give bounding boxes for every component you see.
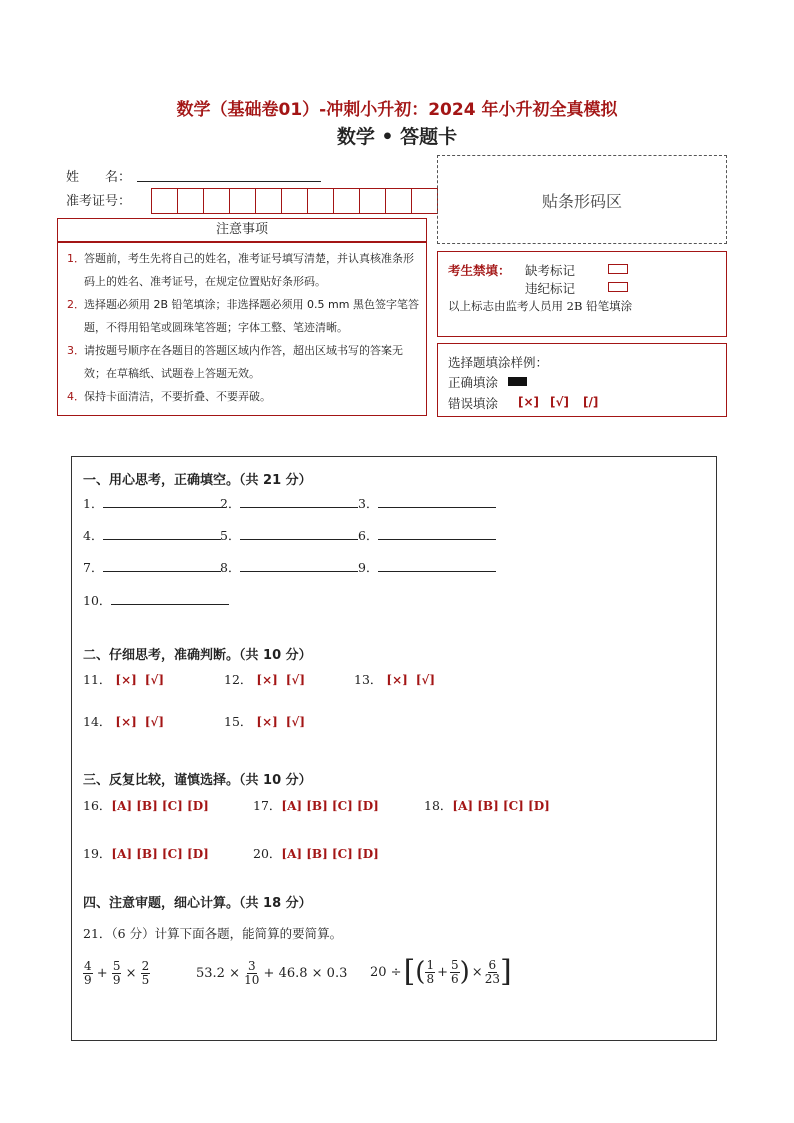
expr-text: + 46.8 × 0.3 [263,966,348,981]
name-label: 姓 名： [66,170,132,185]
id-box[interactable] [203,188,230,214]
left-paren: ( [415,957,426,987]
notice-text: 请按题号顺序在各题目的答题区域内作答，超出区域书写的答案无效；在草稿纸、试题卷上答题无效。 [84,344,403,380]
section-2-title: 二、仔细思考，准确判断。（共 10 分） [83,648,312,663]
barcode-area [437,155,727,244]
fill-question [83,558,221,576]
ban-note: 以上标志由监考人员用 2B 铅笔填涂 [448,299,633,313]
denominator: 6 [451,971,459,986]
wrong-option[interactable]: [×] [256,715,278,729]
q-num: 15． [224,714,253,729]
right-option[interactable]: [√] [285,715,306,729]
fraction [83,960,93,987]
fill-question [220,494,358,512]
judge-question [224,712,305,730]
notice-num: 4． [67,390,85,403]
numerator: 6 [488,957,497,972]
denominator: 9 [112,973,121,987]
violation-mark-box[interactable] [608,282,628,292]
fraction [485,959,500,986]
notice-text: 选择题必须用 2B 铅笔填涂；非选择题必须用 0.5 mm 黑色签字笔答题，不得用铅笔或圆珠笔答题；字体工整、笔迹清晰。 [84,298,419,334]
choice-options[interactable]: [A] [B] [C] [D] [281,847,379,861]
choice-question [424,796,550,814]
violation-mark-label: 违纪标记 [525,281,576,296]
operator: × [471,964,483,980]
q-num: 10． [83,593,112,608]
notice-title: 注意事项 [57,218,427,242]
expression-3 [370,954,512,989]
id-number-boxes[interactable] [151,188,437,214]
correct-fill-label: 正确填涂 [448,375,499,390]
sample-title: 选择题填涂样例： [448,355,549,370]
answer-blank[interactable] [240,527,358,540]
answer-sheet-subtitle: 数学 • 答题卡 [336,126,458,148]
wrong-mark: [√] [550,395,569,409]
id-box[interactable] [151,188,178,214]
name-field[interactable] [137,181,321,182]
wrong-fill-label: 错误填涂 [448,396,499,411]
answer-blank[interactable] [240,559,358,572]
answer-blank[interactable] [103,559,221,572]
fraction [425,959,435,986]
notice-num: 3． [67,344,85,357]
fill-question [83,591,229,609]
judge-question [83,712,164,730]
denominator: 10 [244,973,260,987]
notice-item [64,247,420,293]
q-num: 4． [83,528,104,543]
absent-mark-box[interactable] [608,264,628,274]
denominator: 5 [141,973,150,987]
barcode-label: 贴条形码区 [541,192,622,211]
section-3-title: 三、反复比较，谨慎选择。（共 10 分） [83,773,312,788]
notice-num: 2． [67,298,85,311]
q-num: 17． [253,798,282,813]
answer-blank[interactable] [240,495,358,508]
denominator: 23 [484,971,500,986]
choice-question [83,796,209,814]
fill-question [83,494,221,512]
q-num: 1． [83,496,104,511]
wrong-option[interactable]: [×] [256,673,278,687]
right-bracket: ] [499,954,512,989]
fraction [244,960,259,987]
notice-body [57,242,427,416]
notice-text: 答题前，考生先将自己的姓名，准考证号填写清楚，并认真核准条形码上的姓名、准考证号，在规定位置贴好条形码。 [84,252,414,288]
operator: × [125,966,137,981]
choice-options[interactable]: [A] [B] [C] [D] [111,799,209,813]
right-option[interactable]: [√] [144,715,165,729]
wrong-mark: [×] [518,395,540,409]
numerator: 5 [112,959,121,973]
q-num: 18． [424,798,453,813]
numerator: 5 [451,957,459,972]
fill-question [358,494,496,512]
fill-question [83,526,221,544]
numerator: 2 [141,959,150,973]
id-box[interactable] [307,188,334,214]
id-box[interactable] [333,188,360,214]
expression-2 [196,960,347,987]
id-box[interactable] [177,188,204,214]
numerator: 4 [84,959,92,973]
operator: + [96,966,108,981]
notice-item [64,293,420,339]
fill-question [220,526,358,544]
choice-options[interactable]: [A] [B] [C] [D] [281,799,379,813]
expr-text: 20 ÷ [370,964,402,980]
answer-blank[interactable] [103,495,221,508]
q-num: 12． [224,672,253,687]
q-num: 13． [354,672,383,687]
wrong-option[interactable]: [×] [115,715,137,729]
id-box[interactable] [281,188,308,214]
id-box[interactable] [385,188,412,214]
question-21: 21．（6 分）计算下面各题，能简算的要简算。 [83,926,343,941]
examinee-forbidden-box [437,251,727,337]
answer-blank[interactable] [378,527,496,540]
right-option[interactable]: [√] [144,673,165,687]
q-num: 2． [220,496,241,511]
answer-blank[interactable] [103,527,221,540]
q-num: 14． [83,714,112,729]
q-num: 6． [358,528,379,543]
left-bracket: [ [403,954,416,989]
q-num: 16． [83,798,112,813]
notice-num: 1． [67,252,85,265]
right-paren: ) [459,957,470,987]
fraction [112,960,122,987]
fill-sample-box [437,343,727,417]
ban-label: 考生禁填： [448,263,511,278]
operator: + [437,964,448,980]
answer-area [71,456,717,1041]
expression-1 [83,960,150,987]
absent-mark-label: 缺考标记 [525,263,576,278]
exam-title: 数学（基础卷01）-冲刺小升初：2024 年小升初全真模拟 [176,100,618,120]
notice-item [64,339,420,385]
choice-options[interactable]: [A] [B] [C] [D] [452,799,550,813]
fraction [450,959,460,986]
answer-blank[interactable] [378,559,496,572]
q-num: 3． [358,496,379,511]
answer-blank[interactable] [111,592,229,605]
judge-question [83,670,164,688]
numerator: 1 [426,957,435,972]
denominator: 8 [426,971,435,986]
wrong-mark: [/] [583,395,599,409]
q-num: 8． [220,560,241,575]
id-label: 准考证号： [66,194,132,209]
q-num: 9． [358,560,379,575]
id-box[interactable] [411,188,438,214]
q-num: 7． [83,560,104,575]
id-box[interactable] [229,188,256,214]
denominator: 9 [84,973,92,987]
wrong-option[interactable]: [×] [386,673,408,687]
filled-block-icon [508,377,527,386]
answer-blank[interactable] [378,495,496,508]
right-option[interactable]: [√] [285,673,306,687]
notice-text: 保持卡面清洁，不要折叠、不要弄破。 [84,390,271,403]
q-num: 19． [83,846,112,861]
q-num: 5． [220,528,241,543]
id-box[interactable] [359,188,386,214]
id-box[interactable] [255,188,282,214]
judge-question [354,670,435,688]
fraction [141,960,151,987]
fill-question [358,558,496,576]
choice-options[interactable]: [A] [B] [C] [D] [111,847,209,861]
q-num: 20． [253,846,282,861]
choice-question [253,844,379,862]
right-option[interactable]: [√] [415,673,436,687]
choice-question [83,844,209,862]
section-1-title: 一、用心思考，正确填空。（共 21 分） [83,473,312,488]
notice-item [64,385,420,408]
wrong-option[interactable]: [×] [115,673,137,687]
fill-question [220,558,358,576]
q-num: 11． [83,672,112,687]
judge-question [224,670,305,688]
section-4-title: 四、注意审题，细心计算。（共 18 分） [83,896,312,911]
fill-question [358,526,496,544]
choice-question [253,796,379,814]
expr-text: 53.2 × [196,966,240,981]
numerator: 3 [247,959,256,973]
